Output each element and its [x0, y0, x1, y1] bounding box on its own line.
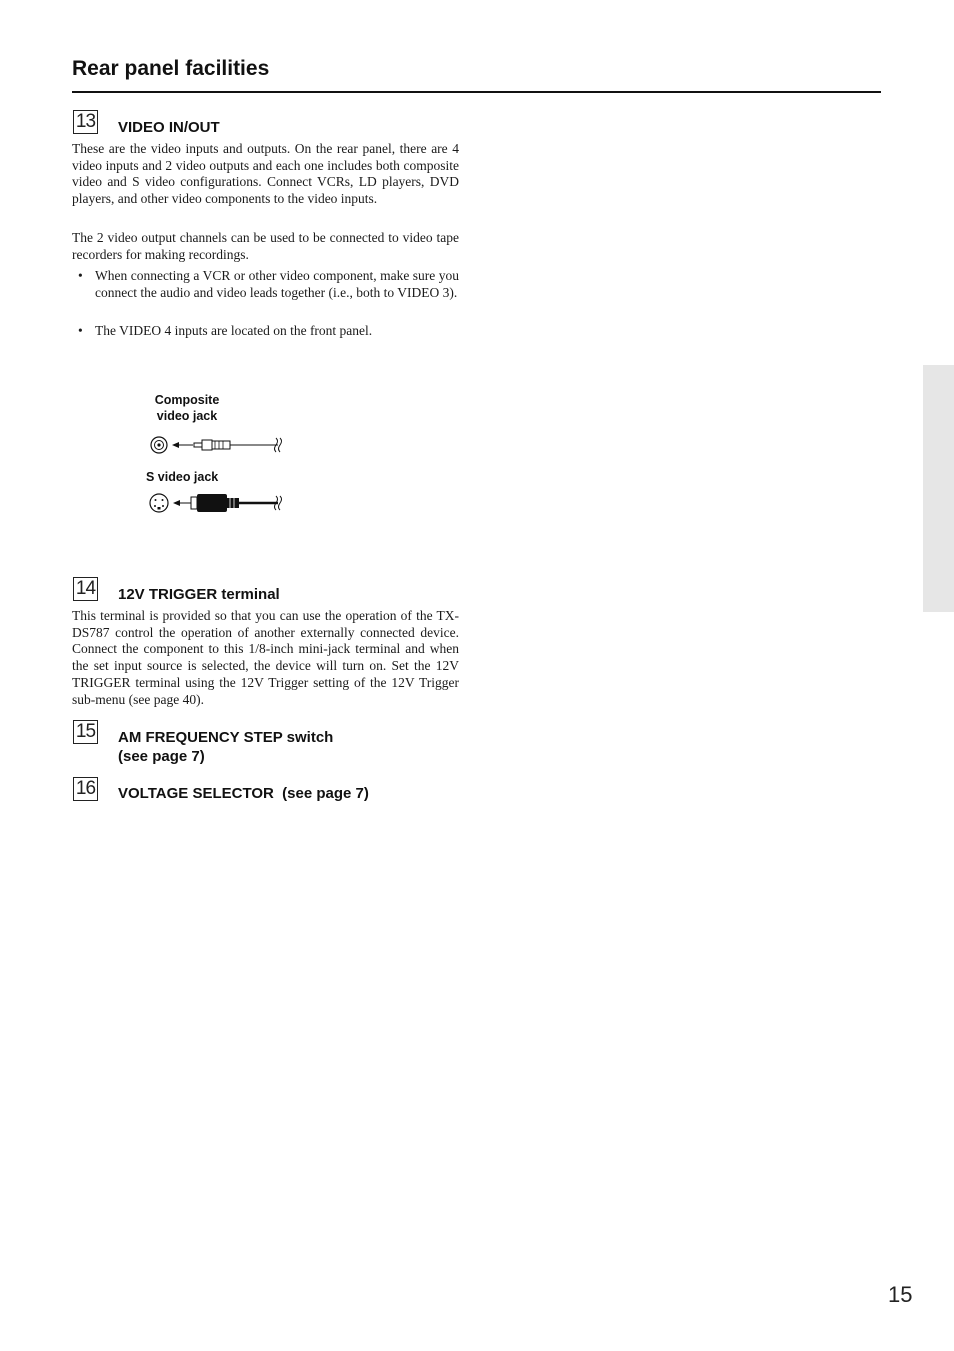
bullet-text: When connecting a VCR or other video component, make sure you connect the audio and video leads together (i.e., both to VIDEO 3).	[95, 268, 459, 300]
bullet-dot: •	[78, 268, 83, 283]
section-heading-voltage-selector: VOLTAGE SELECTOR (see page 7)	[118, 785, 369, 802]
video-bullet-1	[72, 268, 459, 301]
section-heading-video-in-out: VIDEO IN/OUT	[118, 119, 220, 136]
title-rule	[72, 91, 881, 93]
composite-jack-label	[146, 392, 228, 424]
video-paragraph-1: These are the video inputs and outputs. On the rear panel, there are 4 video inputs and 2 video outputs and each one includes both composite video and S video configurations. Connect VCRs, LD players, DVD players, and other video components to the video inputs.	[72, 141, 459, 207]
section-number-14: 14	[73, 577, 98, 601]
section-heading-12v-trigger: 12V TRIGGER terminal	[118, 586, 280, 603]
bullet-text: The VIDEO 4 inputs are located on the front panel.	[95, 323, 373, 338]
video-paragraph-2: The 2 video output channels can be used to be connected to video tape recorders for making recordings.	[72, 230, 459, 262]
video-bullet-2	[72, 323, 459, 340]
section-number-15: 15	[73, 720, 98, 744]
am-heading-line1: AM FREQUENCY STEP switch	[118, 729, 334, 746]
page-title: Rear panel facilities	[72, 57, 270, 80]
composite-label-line2: video jack	[156, 409, 218, 423]
svideo-jack-label: S video jack	[146, 470, 219, 484]
section-heading-am-frequency-step	[118, 728, 333, 766]
composite-label-line1: Composite	[154, 393, 220, 407]
composite-jack-illustration	[148, 432, 288, 458]
page-number: 15	[888, 1282, 913, 1307]
section-number-13: 13	[73, 110, 98, 134]
am-heading-line2: (see page 7)	[118, 748, 205, 765]
bullet-dot: •	[78, 323, 83, 338]
trigger-paragraph: This terminal is provided so that you can use the operation of the TX-DS787 control the operation of another externally connected device. Connect the component to this 1/8-inch mini-jack terminal and when the set input source is selected, the device will turn on. Set the 12V TRIGGER terminal using the 12V Trigger setting of the 12V Trigger sub-menu (see page 40).	[72, 608, 459, 707]
svideo-jack-illustration	[148, 490, 288, 516]
section-number-16: 16	[73, 777, 98, 801]
side-tab	[923, 365, 954, 612]
